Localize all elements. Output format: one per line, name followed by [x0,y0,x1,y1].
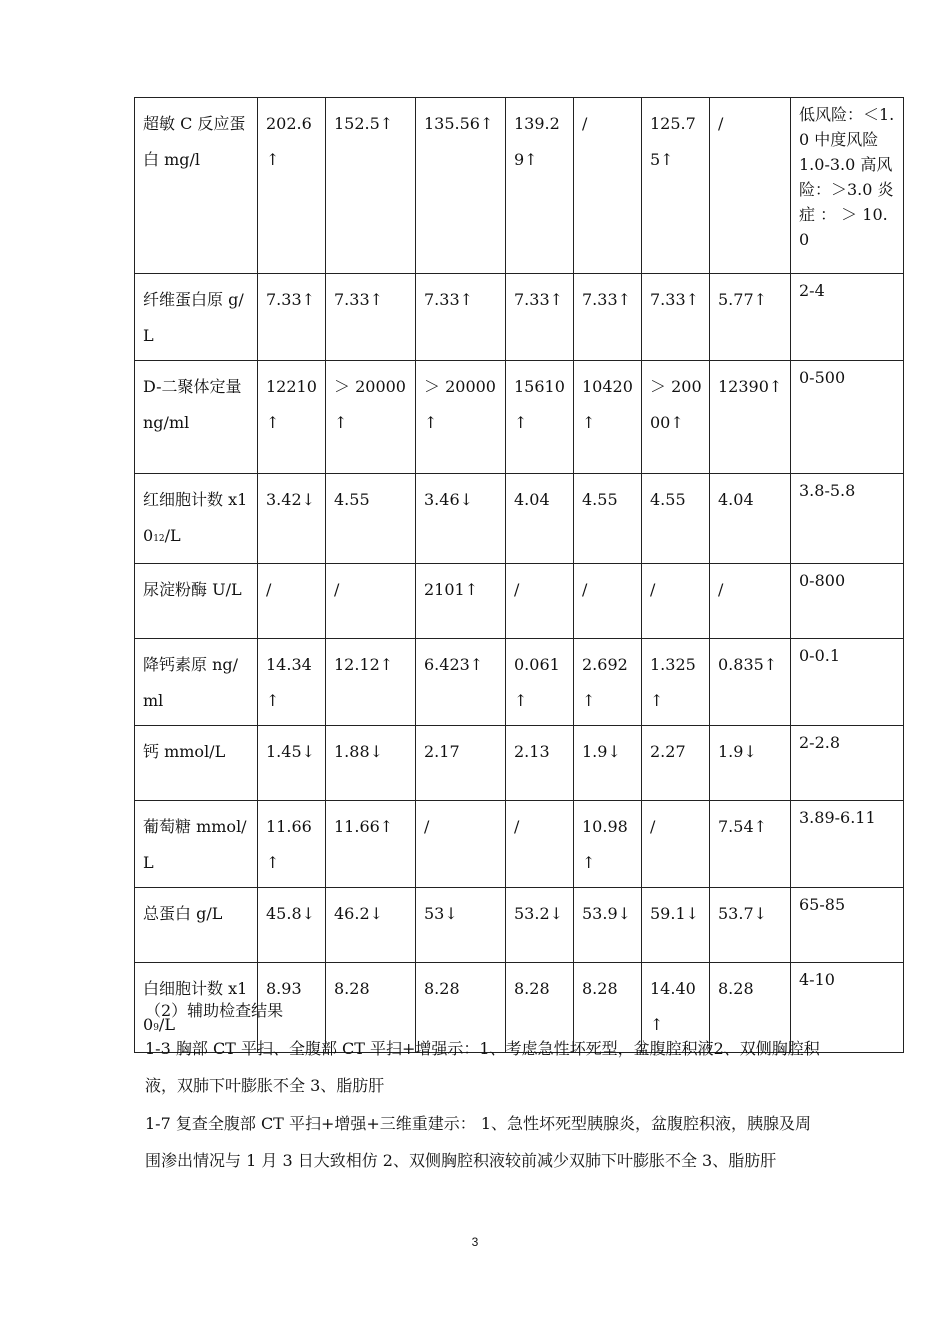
table-cell: 12210↑ [258,361,326,474]
table-row [135,888,904,963]
table-cell: 202.6↑ [258,98,326,274]
table-cell: 7.33↑ [416,274,506,361]
row-label [135,564,258,639]
table-cell: 2.13 [506,726,574,801]
row-label-text: 纤维蛋白原 g/L [143,290,244,345]
reference-range: 0-500 [791,361,904,474]
table-cell: 6.423↑ [416,639,506,726]
table-cell: 53↓ [416,888,506,963]
table-cell: 3.42↓ [258,474,326,564]
table-cell: 1.325↑ [642,639,710,726]
reference-range: 3.8-5.8 [791,474,904,564]
reference-range: 0-800 [791,564,904,639]
table-cell: 12.12↑ [326,639,416,726]
table-cell: / [506,801,574,888]
table-cell: 135.56↑ [416,98,506,274]
row-label [135,801,258,888]
exam-paragraph-1: 1-3 胸部 CT 平扫、全腹部 CT 平扫+增强示：1、考虑急性坏死型，盆腹腔积液2、双侧胸腔积液，双肺下叶膨胀不全 3、脂肪肝 [145,1039,820,1095]
table-cell: / [574,98,642,274]
table-cell: 1.88↓ [326,726,416,801]
table-cell: 53.9↓ [574,888,642,963]
reference-range: 低风险：＜1.0 中度风险 1.0-3.0 高风险：＞3.0 炎 症 ： ＞ 10.0 [791,98,904,274]
table-cell: ＞ 20000↑ [416,361,506,474]
row-label-exponent: 9 [153,1023,159,1033]
table-cell: 11.66↑ [326,801,416,888]
table-cell: / [642,564,710,639]
reference-range: 4-10 [791,963,904,1053]
row-label-text: 超敏 C 反应蛋白 mg/l [143,114,246,169]
table-cell: 8.28 [506,963,574,1053]
table-row [135,274,904,361]
row-label-text: 钙 mmol/L [143,742,226,761]
table-cell: 0.835↑ [710,639,791,726]
table-cell: 1.45↓ [258,726,326,801]
lab-results-table [134,97,904,1053]
row-label [135,361,258,474]
table-cell: 53.2↓ [506,888,574,963]
table-row [135,639,904,726]
table-cell: / [642,801,710,888]
table-cell: 15610↑ [506,361,574,474]
table-cell: 7.33↑ [258,274,326,361]
table-cell: 10.98↑ [574,801,642,888]
row-label [135,639,258,726]
table-cell: 2101↑ [416,564,506,639]
table-cell: 7.54↑ [710,801,791,888]
table-cell: 8.93 [258,963,326,1053]
lab-table-body [135,98,904,1053]
reference-range: 0-0.1 [791,639,904,726]
table-cell: 7.33↑ [642,274,710,361]
row-label [135,98,258,274]
table-cell: / [258,564,326,639]
table-cell: 59.1↓ [642,888,710,963]
table-cell: 152.5↑ [326,98,416,274]
table-cell: 10420↑ [574,361,642,474]
row-label-unit: /L [164,526,181,545]
reference-range: 3.89-6.11 [791,801,904,888]
table-row [135,361,904,474]
table-cell: 125.75↑ [642,98,710,274]
row-label-exponent: 12 [153,534,165,544]
row-label-text: 白细胞计数 x10 [143,979,248,1034]
table-cell: / [326,564,416,639]
table-cell: 4.55 [574,474,642,564]
table-cell: 4.04 [710,474,791,564]
table-cell: / [574,564,642,639]
table-cell: 46.2↓ [326,888,416,963]
section-heading: （2）辅助检查结果 [145,1001,284,1020]
row-label [135,474,258,564]
table-cell: ＞ 20000↑ [642,361,710,474]
table-cell: 11.66↑ [258,801,326,888]
table-row [135,801,904,888]
table-cell: / [710,98,791,274]
table-row [135,474,904,564]
table-cell: / [506,564,574,639]
table-cell: 8.28 [416,963,506,1053]
table-cell: 8.28 [326,963,416,1053]
table-cell: 53.7↓ [710,888,791,963]
table-cell: 7.33↑ [326,274,416,361]
table-cell: 14.34↑ [258,639,326,726]
table-cell: 5.77↑ [710,274,791,361]
table-cell: / [710,564,791,639]
table-cell: / [416,801,506,888]
table-row [135,98,904,274]
table-cell: 1.9↓ [574,726,642,801]
table-cell: 7.33↑ [506,274,574,361]
row-label-text: 葡萄糖 mmol/L [143,817,247,872]
table-cell: 2.27 [642,726,710,801]
reference-range: 65-85 [791,888,904,963]
reference-range: 2-4 [791,274,904,361]
table-row [135,726,904,801]
table-cell: 8.28 [574,963,642,1053]
exam-paragraph-2: 1-7 复查全腹部 CT 平扫+增强+三维重建示： 1、急性坏死型胰腺炎，盆腹腔积液，胰腺及周围渗出情况与 1 月 3 日大致相仿 2、双侧胸腔积液较前减少双肺下叶膨胀不全 3、脂肪肝 [145,1114,812,1170]
row-label-text: 尿淀粉酶 U/L [143,580,242,599]
row-label [135,274,258,361]
table-cell: 4.55 [642,474,710,564]
table-cell: ＞ 20000↑ [326,361,416,474]
table-cell: 12390↑ [710,361,791,474]
row-label-text: D-二聚体定量 ng/ml [143,377,242,432]
row-label [135,888,258,963]
row-label [135,726,258,801]
row-label-text: 红细胞计数 x10 [143,490,248,545]
table-row [135,564,904,639]
row-label-text: 总蛋白 g/L [143,904,223,923]
page-number: 3 [471,1235,479,1249]
table-cell: 7.33↑ [574,274,642,361]
table-cell: 3.46↓ [416,474,506,564]
table-cell: 4.04 [506,474,574,564]
row-label-text: 降钙素原 ng/ml [143,655,239,710]
table-cell: 139.29↑ [506,98,574,274]
table-cell: 45.8↓ [258,888,326,963]
row-label-unit: /L [158,1015,175,1034]
table-cell: 0.061↑ [506,639,574,726]
table-cell: 14.40↑ [642,963,710,1053]
table-cell: 4.55 [326,474,416,564]
table-cell: 8.28 [710,963,791,1053]
table-cell: 2.17 [416,726,506,801]
reference-range: 2-2.8 [791,726,904,801]
table-cell: 1.9↓ [710,726,791,801]
table-cell: 2.692↑ [574,639,642,726]
